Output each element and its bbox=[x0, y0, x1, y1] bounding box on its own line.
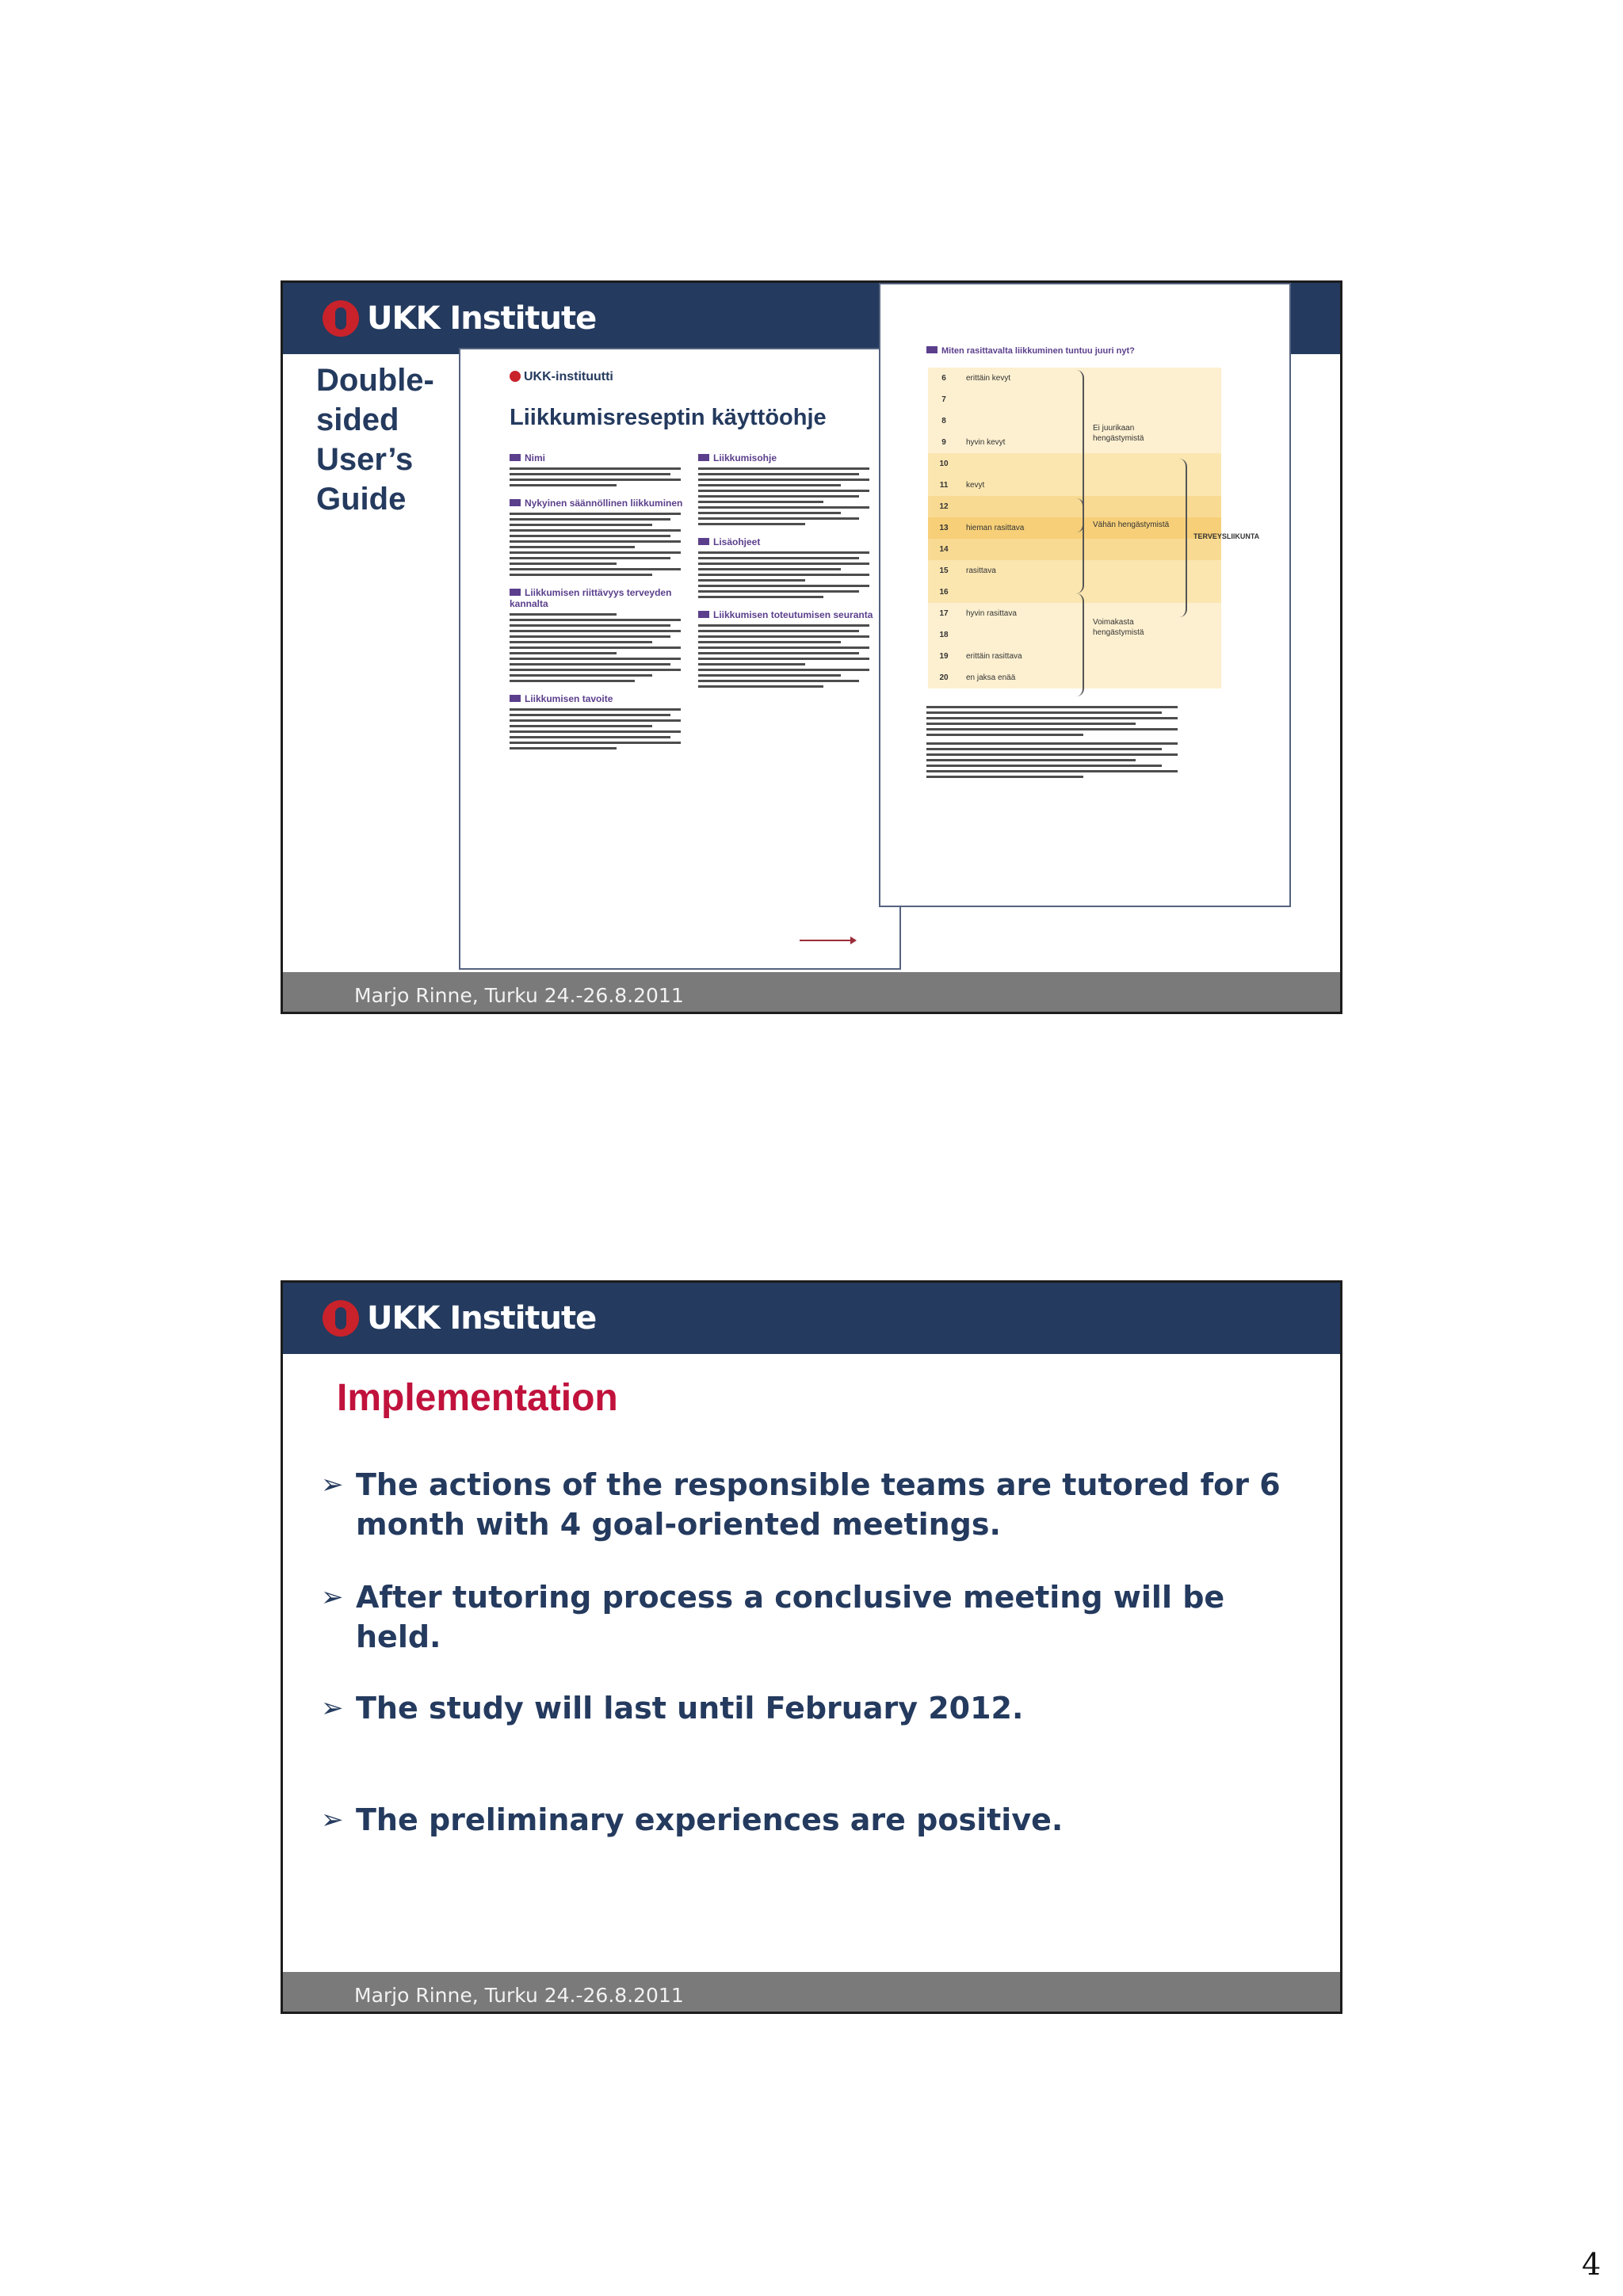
guide-column-2 bbox=[698, 452, 876, 699]
bullet-item: ➢ The preliminary experiences are positive. bbox=[321, 1800, 1312, 1840]
next-page-arrow-icon bbox=[800, 940, 855, 941]
arrow-bullet-icon: ➢ bbox=[321, 1581, 344, 1613]
logo-text: UKK Institute bbox=[367, 300, 597, 337]
scale-description-text bbox=[926, 706, 1188, 781]
ukk-logo bbox=[323, 1297, 596, 1340]
guide-heading: Nimi bbox=[525, 452, 546, 463]
slide-side-title: Double-sided User’s Guide bbox=[316, 363, 434, 517]
guide-heading: Liikkumisohje bbox=[713, 452, 777, 463]
scale-value: 6 bbox=[941, 374, 946, 383]
scale-group-label: Ei juurikaan hengästymistä bbox=[1093, 424, 1144, 443]
scale-label: hyvin kevyt bbox=[966, 438, 1006, 447]
scale-value: 8 bbox=[941, 417, 946, 425]
guide-heading: Lisäohjeet bbox=[713, 536, 761, 547]
arrow-bullet-icon: ➢ bbox=[321, 1692, 344, 1724]
scale-value: 16 bbox=[939, 588, 949, 597]
guide-page-image bbox=[459, 348, 901, 970]
slide-footer bbox=[283, 972, 1340, 1012]
guide-heading: Nykyinen säännöllinen liikkuminen bbox=[525, 498, 683, 509]
scale-value: 7 bbox=[941, 395, 946, 404]
brace-icon bbox=[1178, 459, 1187, 617]
guide-heading: Liikkumisen toteutumisen seuranta bbox=[713, 609, 873, 620]
scale-value: 9 bbox=[941, 438, 946, 447]
ukk-logo-icon bbox=[323, 300, 359, 337]
logo-text: UKK Institute bbox=[367, 1300, 597, 1337]
scale-value: 18 bbox=[939, 631, 949, 639]
footer-text: Marjo Rinne, Turku 24.-26.8.2011 bbox=[354, 1984, 684, 2007]
guide-column-1 bbox=[510, 452, 688, 761]
scale-label: erittäin rasittava bbox=[966, 652, 1022, 661]
arrow-bullet-icon: ➢ bbox=[321, 1469, 344, 1501]
scale-value: 12 bbox=[939, 502, 949, 511]
scale-value: 10 bbox=[939, 460, 949, 468]
scale-value: 20 bbox=[939, 673, 949, 682]
brace-icon bbox=[1075, 498, 1084, 593]
scale-label: kevyt bbox=[966, 481, 985, 490]
scale-group-label: Voimakasta hengästymistä bbox=[1093, 618, 1144, 637]
guide-heading: Liikkumisen tavoite bbox=[525, 693, 613, 704]
scale-value: 11 bbox=[939, 481, 949, 490]
terveysliikunta-label: TERVEYSLIIKUNTA bbox=[1193, 532, 1260, 540]
brace-icon bbox=[1075, 593, 1084, 696]
scale-group-label: Vähän hengästymistä bbox=[1093, 521, 1170, 529]
bullet-item: ➢ The study will last until February 2012. bbox=[321, 1688, 1312, 1728]
ukk-small-logo-icon bbox=[510, 371, 521, 382]
bullet-item: ➢ After tutoring process a conclusive meeting will be held. bbox=[321, 1577, 1312, 1657]
scale-heading: Miten rasittavalta liikkuminen tuntuu juuri nyt? bbox=[926, 346, 1135, 356]
scale-value: 19 bbox=[939, 652, 949, 661]
borg-scale-page-image bbox=[879, 283, 1291, 907]
arrow-bullet-icon: ➢ bbox=[321, 1804, 344, 1836]
slide-implementation bbox=[281, 1280, 1342, 2014]
scale-label: en jaksa enää bbox=[966, 673, 1016, 682]
scale-label: erittäin kevyt bbox=[966, 374, 1011, 383]
scale-value: 13 bbox=[939, 524, 949, 532]
scale-label: rasittava bbox=[966, 566, 996, 575]
guide-page-title: Liikkumisreseptin käyttöohje bbox=[510, 405, 827, 430]
footer-text: Marjo Rinne, Turku 24.-26.8.2011 bbox=[354, 984, 684, 1007]
ukk-logo-icon bbox=[323, 1300, 359, 1337]
scale-value: 17 bbox=[939, 609, 949, 618]
slide-double-sided-guide bbox=[281, 280, 1342, 1014]
scale-value: 15 bbox=[939, 566, 949, 575]
slide-header bbox=[283, 1283, 1340, 1354]
bullet-item: ➢ The actions of the responsible teams are tutored for 6 month with 4 goal-oriented meetings. bbox=[321, 1465, 1312, 1544]
slide-title: Implementation bbox=[337, 1377, 618, 1419]
slide-footer bbox=[283, 1972, 1340, 2012]
guide-heading: Liikkumisen riittävyys terveyden kannalta bbox=[510, 587, 672, 609]
ukk-logo bbox=[323, 297, 596, 340]
scale-label: hyvin rasittava bbox=[966, 609, 1017, 618]
guide-page-logo: UKK-instituutti bbox=[510, 370, 613, 384]
scale-label: hieman rasittava bbox=[966, 524, 1025, 532]
page-number: 4 bbox=[1582, 2247, 1602, 2282]
scale-value: 14 bbox=[939, 545, 949, 554]
